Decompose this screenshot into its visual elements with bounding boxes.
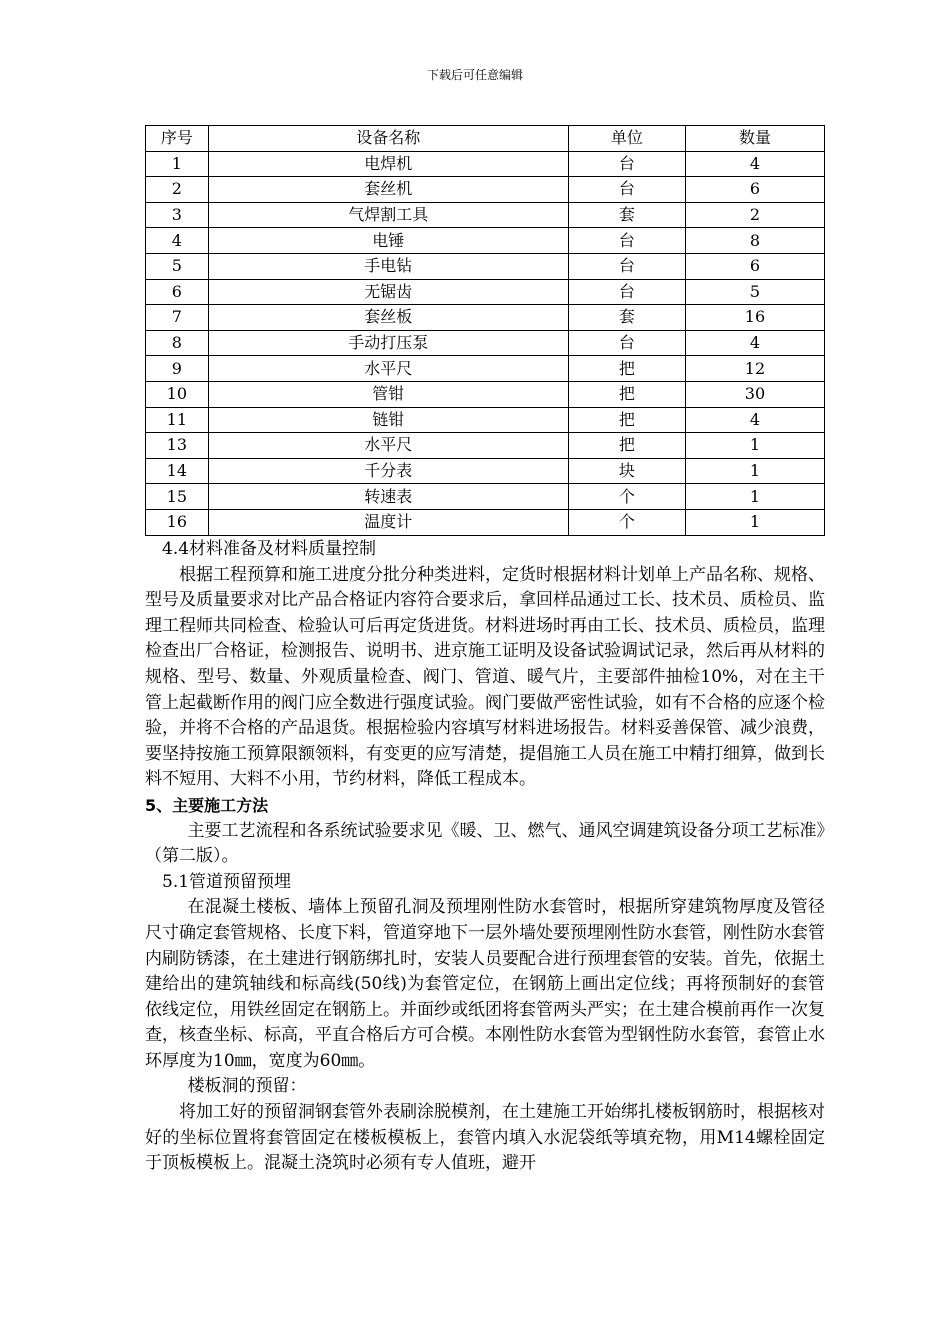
header-unit: 单位 <box>568 126 685 152</box>
cell-index: 8 <box>146 330 209 356</box>
cell-equipment-name: 水平尺 <box>208 356 568 382</box>
section-5-1-title: 5.1管道预留预埋 <box>162 871 292 892</box>
cell-unit: 个 <box>568 509 685 535</box>
cell-index: 7 <box>146 305 209 331</box>
cell-index: 11 <box>146 407 209 433</box>
cell-quantity: 5 <box>685 279 824 305</box>
cell-equipment-name: 管钳 <box>208 381 568 407</box>
cell-equipment-name: 电锤 <box>208 228 568 254</box>
floor-opening-paragraph: 将加工好的预留洞钢套管外表刷涂脱模剂，在土建施工开始绑扎楼板钢筋时，根据核对好的坐标位置将套管固定在楼板模板上，套管内填入水泥袋纸等填充物，用M14螺栓固定于顶板模板上。混凝土浇筑时必须有专人值班，避开 <box>145 1102 825 1174</box>
table-row <box>146 407 825 433</box>
cell-unit: 台 <box>568 151 685 177</box>
cell-unit: 套 <box>568 202 685 228</box>
cell-equipment-name: 链钳 <box>208 407 568 433</box>
cell-quantity: 30 <box>685 381 824 407</box>
cell-index: 16 <box>146 509 209 535</box>
cell-equipment-name: 气焊割工具 <box>208 202 568 228</box>
floor-opening-title: 楼板洞的预留： <box>187 1076 307 1097</box>
cell-equipment-name: 千分表 <box>208 458 568 484</box>
cell-unit: 把 <box>568 381 685 407</box>
cell-equipment-name: 套丝机 <box>208 177 568 203</box>
cell-index: 13 <box>146 433 209 459</box>
table-row <box>146 151 825 177</box>
section-5-paragraph: 主要工艺流程和各系统试验要求见《暖、卫、燃气、通风空调建筑设备分项工艺标准》（第二版）。 <box>145 820 825 867</box>
cell-unit: 台 <box>568 330 685 356</box>
document-body <box>145 537 825 1177</box>
section-5-title: 5、主要施工方法 <box>145 795 269 815</box>
cell-unit: 把 <box>568 433 685 459</box>
cell-quantity: 8 <box>685 228 824 254</box>
cell-equipment-name: 手电钻 <box>208 253 568 279</box>
cell-quantity: 16 <box>685 305 824 331</box>
cell-quantity: 6 <box>685 253 824 279</box>
table-row <box>146 305 825 331</box>
cell-equipment-name: 水平尺 <box>208 433 568 459</box>
equipment-table <box>145 125 825 536</box>
cell-equipment-name: 温度计 <box>208 509 568 535</box>
cell-unit: 套 <box>568 305 685 331</box>
cell-index: 10 <box>146 381 209 407</box>
cell-quantity: 1 <box>685 509 824 535</box>
table-row <box>146 356 825 382</box>
cell-unit: 把 <box>568 407 685 433</box>
table-row <box>146 458 825 484</box>
cell-index: 14 <box>146 458 209 484</box>
table-row <box>146 253 825 279</box>
cell-quantity: 1 <box>685 433 824 459</box>
cell-unit: 个 <box>568 484 685 510</box>
table-row <box>146 484 825 510</box>
cell-index: 15 <box>146 484 209 510</box>
cell-quantity: 1 <box>685 484 824 510</box>
cell-quantity: 6 <box>685 177 824 203</box>
cell-unit: 台 <box>568 253 685 279</box>
cell-index: 9 <box>146 356 209 382</box>
table-row <box>146 433 825 459</box>
section-5-1-paragraph: 在混凝土楼板、墙体上预留孔洞及预埋刚性防水套管时，根据所穿建筑物厚度及管径尺寸确定套管规格、长度下料，管道穿地下一层外墙处要预埋刚性防水套管，刚性防水套管内刷防锈漆，在土建进行钢筋绑扎时，安装人员要配合进行预埋套管的安装。首先，依据土建给出的建筑轴线和标高线(50线)为套管定位，在钢筋上画出定位线；再将预制好的套管依线定位，用铁丝固定在钢筋上。并面纱或纸团将套管两头严实；在土建合模前再作一次复查，核查坐标、标高，平直合格后方可合模。本刚性防水套管为型钢性防水套管，套管止水环厚度为10㎜，宽度为60㎜。 <box>145 897 825 1071</box>
cell-quantity: 4 <box>685 151 824 177</box>
table-header-row <box>146 126 825 152</box>
cell-index: 3 <box>146 202 209 228</box>
cell-equipment-name: 转速表 <box>208 484 568 510</box>
header-equipment-name: 设备名称 <box>208 126 568 152</box>
table-row <box>146 177 825 203</box>
cell-quantity: 1 <box>685 458 824 484</box>
cell-index: 6 <box>146 279 209 305</box>
section-4-4-paragraph: 根据工程预算和施工进度分批分种类进料，定货时根据材料计划单上产品名称、规格、型号及质量要求对比产品合格证内容符合要求后，拿回样品通过工长、技术员、质检员、监理工程师共同检查、检验认可后再定货进货。材料进场时再由工长、技术员、质检员，监理检查出厂合格证，检测报告、说明书、进京施工证明及设备试验调试记录，然后再从材料的规格、型号、数量、外观质量检查、阀门、管道、暖气片，主要部件抽检10%，对在主干管上起截断作用的阀门应全数进行强度试验。阀门要做严密性试验，如有不合格的应逐个检验，并将不合格的产品退货。根据检验内容填写材料进场报告。材料妥善保管、减少浪费，要坚持按施工预算限额领料，有变更的应写清楚，提倡施工人员在施工中精打细算，做到长料不短用、大料不小用，节约材料，降低工程成本。 <box>145 564 825 790</box>
cell-index: 4 <box>146 228 209 254</box>
table-body <box>146 151 825 535</box>
table-row <box>146 228 825 254</box>
cell-quantity: 2 <box>685 202 824 228</box>
table-row <box>146 330 825 356</box>
cell-unit: 台 <box>568 279 685 305</box>
cell-unit: 台 <box>568 228 685 254</box>
cell-equipment-name: 电焊机 <box>208 151 568 177</box>
table-row <box>146 202 825 228</box>
cell-unit: 块 <box>568 458 685 484</box>
table-row <box>146 509 825 535</box>
cell-unit: 把 <box>568 356 685 382</box>
header-index: 序号 <box>146 126 209 152</box>
cell-index: 5 <box>146 253 209 279</box>
cell-index: 1 <box>146 151 209 177</box>
table-row <box>146 381 825 407</box>
cell-unit: 台 <box>568 177 685 203</box>
cell-quantity: 4 <box>685 407 824 433</box>
section-4-4-title: 4.4材料准备及材料质量控制 <box>162 539 377 559</box>
table-row <box>146 279 825 305</box>
header-quantity: 数量 <box>685 126 824 152</box>
cell-equipment-name: 无锯齿 <box>208 279 568 305</box>
cell-equipment-name: 套丝板 <box>208 305 568 331</box>
cell-index: 2 <box>146 177 209 203</box>
cell-quantity: 12 <box>685 356 824 382</box>
cell-quantity: 4 <box>685 330 824 356</box>
cell-equipment-name: 手动打压泵 <box>208 330 568 356</box>
page-header: 下载后可任意编辑 <box>426 68 523 82</box>
